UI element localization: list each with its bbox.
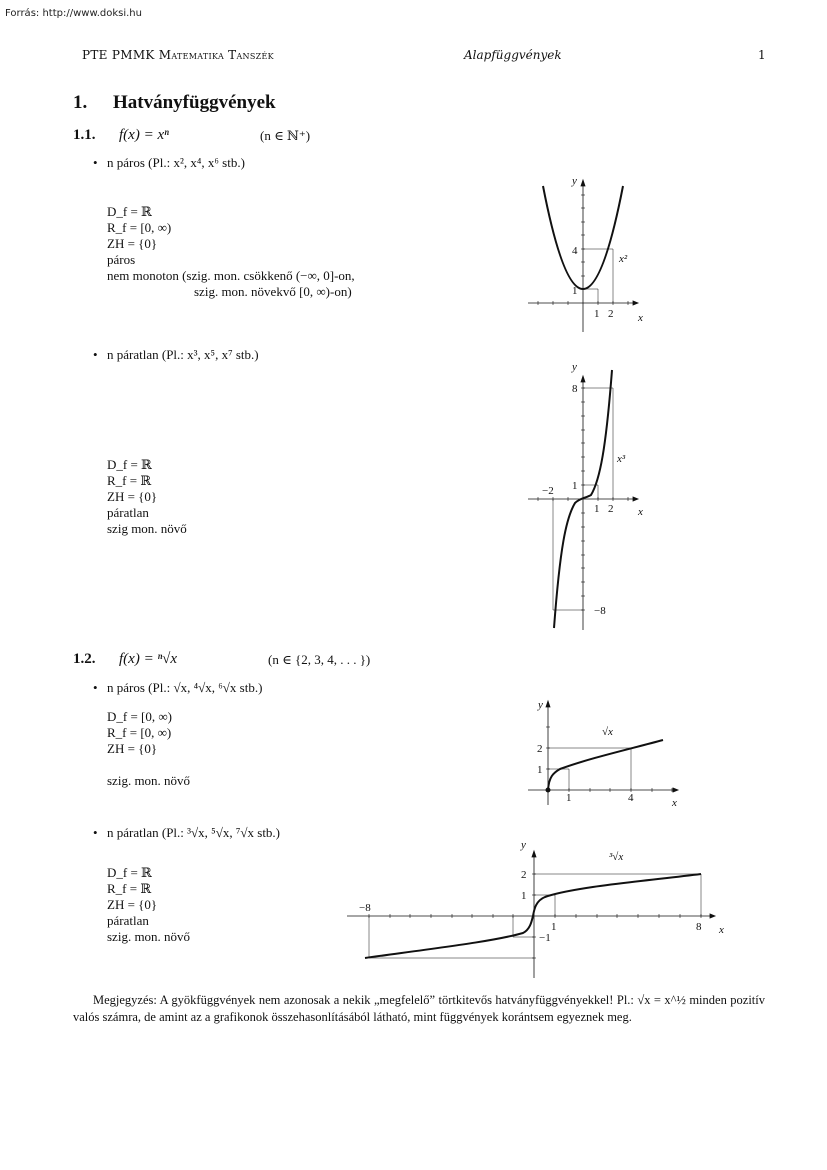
subsection-number: 1.1. (73, 127, 96, 143)
subsection-formula: f(x) = ⁿ√x (119, 651, 178, 667)
prop-line: D_f = ℝ (107, 865, 152, 880)
prop-line: szig. mon. növő (107, 773, 191, 788)
prop-line: D_f = ℝ (107, 457, 152, 472)
x-tick-label: 1 (551, 921, 557, 933)
props-odd-power (107, 457, 187, 537)
x-tick-label: 2 (608, 503, 614, 515)
prop-line: páros (107, 252, 136, 267)
bullet-odd-root: • n páratlan (Pl.: ³√x, ⁵√x, ⁷√x stb.) (93, 825, 281, 840)
bullet-text: n páros (Pl.: √x, ⁴√x, ⁶√x stb.) (107, 680, 263, 695)
subsection-formula: f(x) = xⁿ (119, 127, 169, 143)
x-axis-label: x (638, 506, 643, 518)
section-number: 1. (73, 92, 88, 113)
y-tick-label: 1 (572, 285, 578, 297)
prop-line: ZH = {0} (107, 489, 158, 504)
bullet-even-power: • n páros (Pl.: x², x⁴, x⁶ stb.) (93, 155, 245, 170)
prop-line: R_f = [0, ∞) (107, 725, 172, 740)
x-axis-arrow (673, 788, 678, 792)
y-tick-label: 2 (537, 743, 543, 755)
prop-line: szig mon. növő (107, 521, 187, 536)
graph-sqrt (520, 695, 690, 810)
note-paragraph: Megjegyzés: A gyökfüggvények nem azonosak a nekik „megfelelő” törtkitevős hatványfüggvényekkel! Pl.: √x = x^½ minden pozitív valós számra, de amint az a grafikonok összehasonlításából látható, mint függvények korántsem egyeznek meg. (73, 993, 765, 1024)
prop-line: ZH = {0} (107, 897, 158, 912)
y-tick-label: 4 (572, 245, 578, 257)
subsection-1-1-heading (73, 127, 169, 144)
prop-line: szig. mon. növő (107, 929, 191, 944)
x-tick-label: 4 (628, 792, 634, 804)
section-heading (73, 92, 276, 114)
y-axis-label: y (521, 839, 526, 851)
prop-line: ZH = {0} (107, 236, 158, 251)
prop-line: R_f = ℝ (107, 881, 152, 896)
subsection-number: 1.2. (73, 651, 96, 667)
section-title: Hatványfüggvények (113, 92, 276, 113)
subsection-condition: (n ∈ ℕ⁺) (260, 128, 311, 143)
page-number: 1 (758, 48, 766, 62)
y-tick-label: 1 (537, 764, 543, 776)
prop-line: D_f = ℝ (107, 204, 152, 219)
x-axis-label: x (719, 924, 724, 936)
y-axis-arrow (532, 851, 536, 857)
prop-line: R_f = [0, ∞) (107, 220, 172, 235)
y-tick-label: 8 (572, 383, 578, 395)
prop-line: nem monoton (szig. mon. csökkenő (−∞, 0]-on, (107, 268, 355, 283)
x-tick-label: 1 (594, 308, 600, 320)
x-tick-label: 1 (566, 792, 572, 804)
y-tick-label: −1 (539, 932, 551, 944)
origin-point (546, 788, 551, 793)
x-tick-label: −8 (359, 902, 371, 914)
header-institution: PTE PMMK Matematika Tanszék (82, 48, 274, 62)
curve-label: √x (602, 726, 613, 738)
x-axis-label: x (638, 312, 643, 324)
source-line: Forrás: http://www.doksi.hu (5, 8, 142, 19)
x-tick-label: 2 (608, 308, 614, 320)
graph-x-cubed (520, 358, 660, 633)
props-even-power (107, 204, 355, 300)
x-tick-label: −2 (542, 485, 554, 497)
x-axis-arrow (633, 301, 638, 305)
y-axis-arrow (581, 180, 585, 186)
y-tick-label: 1 (521, 890, 527, 902)
curve-label: ³√x (609, 851, 624, 863)
prop-line: szig. mon. növekvő [0, ∞)-on) (194, 284, 352, 299)
y-axis-label: y (538, 699, 543, 711)
subsection-condition: (n ∈ {2, 3, 4, . . . }) (268, 652, 371, 667)
prop-line: D_f = [0, ∞) (107, 709, 172, 724)
y-tick-label: 1 (572, 480, 578, 492)
props-even-root (107, 709, 190, 789)
bullet-odd-power: • n páratlan (Pl.: x³, x⁵, x⁷ stb.) (93, 347, 259, 362)
x-axis-label: x (672, 797, 677, 809)
curve-sqrt (548, 740, 663, 790)
curve-label: x² (619, 253, 628, 265)
prop-line: páratlan (107, 913, 149, 928)
x-tick-label: 1 (594, 503, 600, 515)
y-axis-label: y (572, 361, 577, 373)
header-title: Alapfüggvények (464, 48, 562, 62)
x-axis-arrow (633, 497, 638, 501)
prop-line: páratlan (107, 505, 149, 520)
prop-line (107, 757, 190, 773)
y-axis-arrow (546, 701, 550, 707)
y-tick-label: 2 (521, 869, 527, 881)
prop-line: ZH = {0} (107, 741, 158, 756)
bullet-even-root: • n páros (Pl.: √x, ⁴√x, ⁶√x stb.) (93, 680, 263, 695)
bullet-text: n páratlan (Pl.: ³√x, ⁵√x, ⁷√x stb.) (107, 825, 281, 840)
bullet-text: n páros (Pl.: x², x⁴, x⁶ stb.) (107, 155, 245, 170)
curve-label: x³ (617, 453, 626, 465)
y-tick-label: −8 (594, 605, 606, 617)
x-axis-arrow (710, 914, 715, 918)
y-axis-arrow (581, 376, 585, 382)
graph-cube-root (345, 835, 735, 985)
subsection-1-2-heading (73, 651, 177, 668)
props-odd-root (107, 865, 190, 945)
x-tick-label: 8 (696, 921, 702, 933)
y-axis-label: y (572, 175, 577, 187)
bullet-text: n páratlan (Pl.: x³, x⁵, x⁷ stb.) (107, 347, 259, 362)
prop-line: R_f = ℝ (107, 473, 152, 488)
graph-x-squared (520, 170, 660, 330)
